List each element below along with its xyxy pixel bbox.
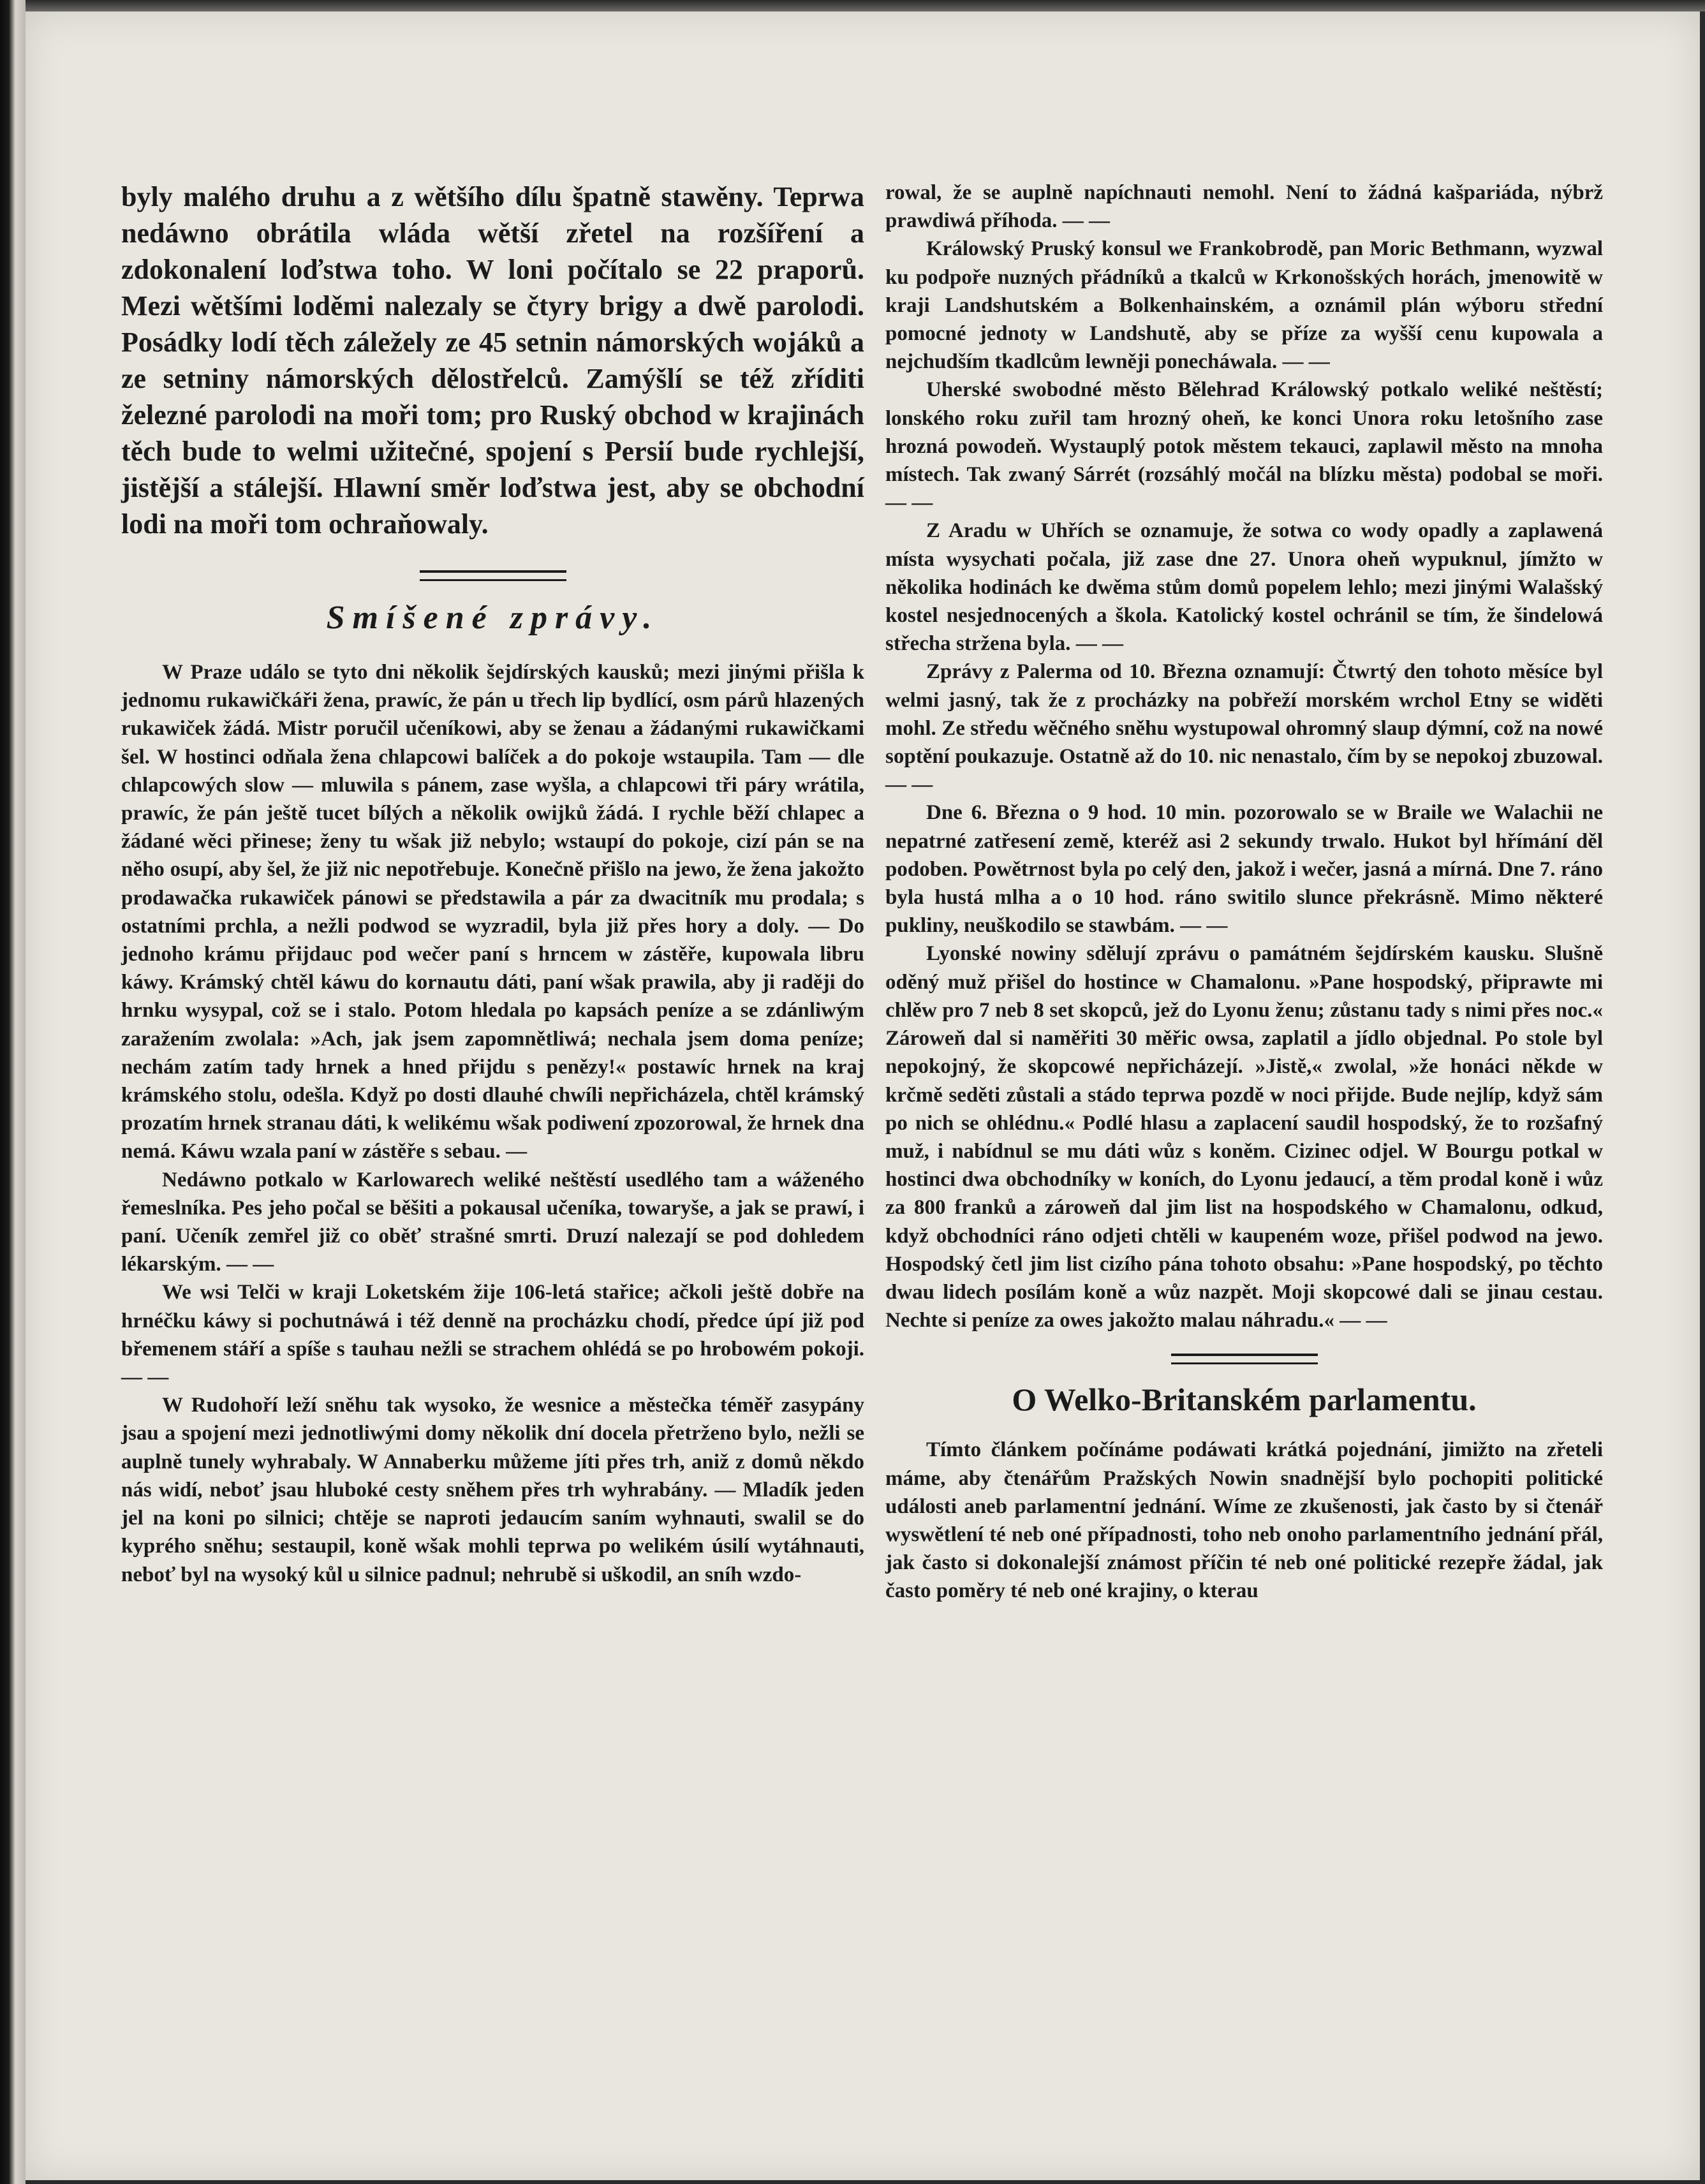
news-paragraph: Z Aradu w Uhřích se oznamuje, že sotwa co wody opadly a zaplawená místa wysychati počala, již zase dne 27. Unora oheň wypuknul, jímžto w několika hodinách ke dwěma stům domů popelem lehlo; mezi jinými Walašský kostel nesjednocených a škola. Katolický kostel ochránil se tím, že šindelowá střecha stržena byla. — — — [885, 519, 1603, 656]
news-items-right — [885, 179, 1603, 1334]
news-paragraph: Králowský Pruský konsul we Frankobrodě, pan Moric Bethmann, wyzwal ku podpoře nuzných přádníků a tkalců w Krkonošských horách, jmenowitě w kraji Landshutském a Bolkenhainském, a oznámil plán wýboru střední pomocné jednoty w Landshutě, aby se příze za wyšší cenu kupowala a nejchudším tkadlcům lewněji ponecháwala. — — — [885, 237, 1603, 374]
section-heading-smisene-zpravy: Smíšené zprávy. — [326, 600, 660, 636]
news-paragraph: W Rudohoří leží sněhu tak wysoko, že wesnice a městečka téměř zasypány jsau a spojení mezi jednotliwými domy několik dní docela přetrženo bylo, nežli se auplně tunely wyhrabaly. W Annaberku můžeme jíti přes trh, aniž z domů někdo nás widí, neboť jsau hluboké cesty sněhem přes trh wyhrabány. — Mladík jeden jel na koni po silnici; chtěje se naproti jedaucím saním wyhnauti, swalil se do kyprého sněhu; sestaupil, koně wšak mohli teprwa po welikém úsilí wytáhnauti, neboť byl na wysoký kůl u silnice padnul; nehrubě si uškodil, an sníh wzdo- — [121, 1394, 864, 1586]
section-divider — [420, 570, 566, 581]
news-paragraph: Zprávy z Palerma od 10. Března oznamují: Čtwrtý den tohoto měsíce byl welmi jasný, tak že z procházky na pobřeží morském wrchol Etny se widěti mohl. Ze středu wěčného sněhu wystupowal ohromný slaup dýmní, což na nowé soptění poukazuje. Ostatně až do 10. nic nenastalo, čím by se nepokoj zbuzowal. — — — [885, 660, 1603, 797]
news-paragraph: Tímto článkem počínáme podáwati krátká pojednání, jimižto na zřeteli máme, aby čtenářům Pražských Nowin snadnější bylo pochopiti politické události aneb parlamentní jednání. Wíme ze zkušenosti, jak často by si čtenář wyswětlení té neb oné případnosti, toho neb onoho parlamentního jednání přál, jak často si dokonalejší známost příčin té neb oné politické rezepře žádal, jak často poměry té neb oné krajiny, o kterau — [885, 1438, 1603, 1603]
news-paragraph: Dne 6. Března o 9 hod. 10 min. pozorowalo se w Braile we Walachii ne nepatrné zatřesení země, kteréž asi 2 sekundy trwalo. Hukot byl hřímání děl podoben. Powětrnost byla po celý den, jakož i wečer, jasná a mírná. Dne 7. ráno byla hustá mlha a o 10 hod. ráno switilo slunce překrásně. Mimo některé pukliny, neuškodilo se stawbám. — — — [885, 801, 1603, 938]
scan-top-edge — [0, 0, 1705, 11]
news-items-left — [121, 658, 864, 1589]
newspaper-page — [26, 11, 1700, 2180]
scan-left-edge — [0, 0, 26, 2184]
lead-paragraph: byly malého druhu a z wětšího dílu špatně stawěny. Teprwa nedáwno obrátila wláda wětší zřetel na rozšíření a zdokonalení loďstwa toho. W loni počítalo se 22 praporů. Mezi wětšími loděmi nalezaly se čtyry brigy a dwě parolodi. Posádky lodí těch záležely ze 45 setnin námorských wojáků a ze setniny námorských dělostřelců. Zamýšlí se též zříditi železné parolodi na moři tom; pro Ruský obchod w krajinách těch bude to welmi užitečné, spojení s Persií bude rychlejší, jistější a stálejší. Hlawní směr loďstwa jest, aby se obchodní lodi na moři tom ochraňowaly. — [121, 181, 864, 540]
news-paragraph: W Praze událo se tyto dni několik šejdírských kausků; mezi jinými přišla k jednomu rukawičkáři žena, prawíc, že pán u třech lip bydlící, osm párů hlazených rukawiček žádá. Mistr poručil učeníkowi, aby se ženau a žádanými rukawičkami šel. W hostinci odňala žena chlapcowi balíček a do pokoje wstaupila. Tam — dle chlapcowých slow — mluwila s pánem, zase wyšla, a chlapcowi tři páry wrátila, prawíc, že pán ještě tucet bílých a několik owijků žádá. I rychle běží chlapec a žádané wěci přinese; ženy tu wšak již nebylo; wstaupí do pokoje, cizí pán se na něho osupí, aby šel, že již nic nepotřebuje. Konečně přišlo na jewo, že žena jakožto prodawačka rukawiček pánowi se předstawila a pár za dwacitník mu prodala; s ostatními prchla, a nežli podwod se wyzradil, byla již přes hory a doly. — Do jednoho krámu přijdauc pod wečer paní s hrncem w zástěře, kupowala libru káwy. Krámský chtěl káwu do kornautu dáti, paní wšak prawila, aby ji raději do hrnku wysypal, což se i stalo. Potom hledala po kapsách peníze a se zdánliwým zaražením zwolala: »Ach, jak jsem zapomnětliwá; nechala jsem doma peníze; nechám zatím tady hrnek a hned přijdu s penězy!« postawíc hrnek na kraj krámského stolu, odešla. Když po dosti dlauhé chwíli nepřicházela, chtěl krámský prozatím hrnek stranau dáti, k welikému wšak podiwení zpozorowal, že hrnek dna nemá. Káwu wzala paní w zástěře s sebau. — — [121, 661, 864, 1163]
parliament-article — [885, 1436, 1603, 1605]
left-column — [121, 179, 864, 1589]
news-paragraph-continued: rowal, že se auplně napíchnauti nemohl. Není to žádná kašpariáda, nýbrž prawdiwá příhoda. — — — [885, 181, 1603, 233]
news-paragraph: Uherské swobodné město Bělehrad Králowský potkalo weliké neštěstí; lonského roku zuřil tam hrozný oheň, ke konci Unora roku letošního zase hrozná powodeň. Wystauplý potok městem tekauci, zaplawil město na mnoha místech. Tak zwaný Sárrét (rozsáhlý močál na blízku města) podobal se moři. — — — [885, 378, 1603, 515]
right-column — [885, 179, 1603, 1605]
news-paragraph: We wsi Telči w kraji Loketském žije 106-letá stařice; ačkoli ještě dobře na hrnéčku káwy si pochutnáwá i též denně na procházku chodí, předce úpí již pod břemenem stáří a spíše s tauhau nežli se strachem ohlédá se po hrobowém pokoji. — — — [121, 1281, 864, 1389]
news-paragraph: Nedáwno potkalo w Karlowarech weliké neštěstí usedlého tam a wáženého řemeslníka. Pes jeho počal se běšiti a pokausal učeníka, towaryše, a jak se prawí, i paní. Učeník zemřel již co oběť strašné smrti. Druzí nalezají se pod dohledem lékarským. — — — [121, 1168, 864, 1276]
lead-article — [121, 179, 864, 542]
section-heading-parliament: O Welko-Britanském parlamentu. — [1012, 1382, 1477, 1418]
section-divider — [1171, 1354, 1318, 1364]
news-paragraph: Lyonské nowiny sdělují zprávu o památném šejdírském kausku. Slušně oděný muž přišel do hostince w Chamalonu. »Pane hospodský, připrawte mi chlěw pro 7 neb 8 set skopců, jež do Lyonu ženu; zůstanu tady s nimi přes noc.« Zároweň dal si naměřiti 30 měřic owsa, zaplatil a jídlo objednal. Po stole byl nepokojný, že skopcowé nepřicházejí. »Jistě,« zwolal, »že honáci někde w krčmě seděti zůstali a stádo teprwa pozdě w noci přijde. Bude nejlíp, když sám po nich se ohlédnu.« Podlé hlasu a zaplacení saudil hospodský, že to rozšafný muž, i nabídnul se mu dáti wůz s koněm. Cizinec odjel. W Bourgu potkal w hostinci dwa obchodníky w koních, do Lyonu jedaucí, a těm prodal koně i wůz za 800 franků a zároweň dal jim list na hospodského w Chamalonu, odkud, když obchodníci ráno odjeti chtěli w kaupeném woze, přišel podwod na jewo. Hospodský četl jim list cizího pána tohoto obsahu: »Pane hospodský, po těchto dwau lidech posílám koně a wůz nazpět. Moji skopcowé dali se jinau cestau. Nechte si peníze za owes jakožto malau náhradu.« — — — [885, 942, 1603, 1332]
